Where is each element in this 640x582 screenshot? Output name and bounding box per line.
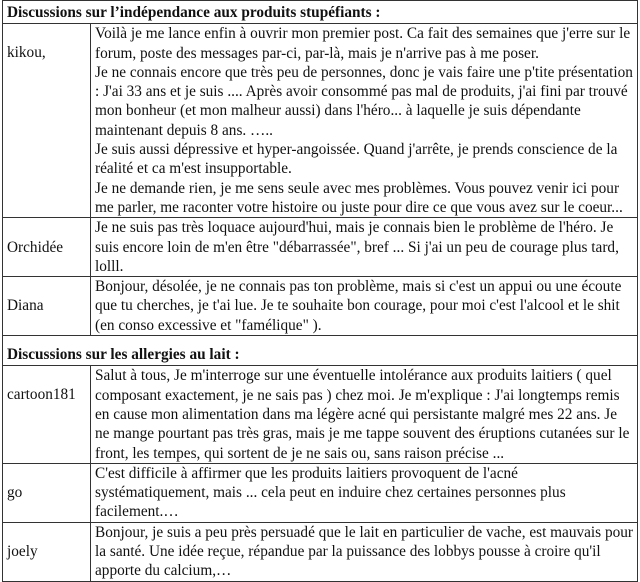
post-row <box>3 463 638 522</box>
message-line: C'est difficile à affirmer que les produits laitiers provoquent de l'acné <box>95 464 518 482</box>
message-line: apporte du calcium,… <box>95 562 232 580</box>
post-message <box>91 366 638 463</box>
post-row <box>3 277 638 336</box>
post-message <box>91 463 638 522</box>
message-line: : J'ai 33 ans et je suis .... Après avoir consommé pas mal de produits, j'ai fini par trouvé <box>95 83 628 101</box>
message-line: ne mange pourtant pas très gras, mais je me tappe souvent des éruptions cutanées sur le <box>95 425 630 443</box>
post-row <box>3 366 638 463</box>
message-line: Voilà je me lance enfin à ouvrir mon premier post. Ca fait des semaines que j'erre sur le <box>95 25 631 43</box>
post-row <box>3 218 638 277</box>
discussion-table <box>2 0 638 582</box>
post-author: Diana <box>3 277 91 336</box>
post-message <box>91 24 638 218</box>
section-title: Discussions sur les allergies au lait : <box>3 336 638 366</box>
post-author: joely <box>3 522 91 581</box>
message-line: me parler, me raconter votre histoire ou juste pour dire ce que vous avez sur le coeur... <box>95 198 623 216</box>
message-line: Je suis aussi dépressive et hyper-angoissée. Quand j'arrête, je prends conscience de la <box>95 141 618 159</box>
message-line: Bonjour, je suis a peu près persuadé que le lait en particulier de vache, est mauvais pour <box>95 523 633 541</box>
post-author: cartoon181 <box>3 366 91 463</box>
message-line: en cause mon alimentation dans ma légère acné qui persistante malgré mes 22 ans. Je <box>95 405 618 423</box>
message-line: Je ne demande rien, je me sens seule avec mes problèmes. Vous pouvez venir ici pour <box>95 179 620 197</box>
message-line: facilement.… <box>95 503 179 521</box>
message-line: suis encore loin de m'en être "débarrassée", bref ... Si j'ai un peu de courage plus tard, <box>95 238 619 256</box>
post-author: kikou, <box>3 24 91 218</box>
post-author: Orchidée <box>3 218 91 277</box>
section-header-row <box>3 336 638 366</box>
message-line: forum, poste des messages par-ci, par-là, mais je n'arrive pas à me poser. <box>95 44 539 62</box>
message-line: maintenant depuis 8 ans. ….. <box>95 121 274 139</box>
post-message <box>91 522 638 581</box>
message-line: Je ne connais encore que très peu de personnes, donc je vais faire une p'tite présentation <box>95 63 633 81</box>
message-line: la santé. Une idée reçue, répandue par la puissance des lobbys pousse à croire qu'il <box>95 543 601 561</box>
message-line: systématiquement, mais ... cela peut en induire chez certaines personnes plus <box>95 484 566 502</box>
message-line: lolll. <box>95 257 124 275</box>
section-title: Discussions sur l’indépendance aux produits stupéfiants : <box>3 1 638 24</box>
message-line: (en conso excessive et "famélique" ). <box>95 316 322 334</box>
message-line: front, les tempes, qui sortent de je ne sais ou, sans raison précise ... <box>95 444 505 462</box>
message-line: Bonjour, désolée, je ne connais pas ton problème, mais si c'est un appui ou une écoute <box>95 278 622 296</box>
section-header-row <box>3 1 638 24</box>
post-row <box>3 522 638 581</box>
message-line: Je ne suis pas très loquace aujourd'hui, mais je connais bien le problème de l'héro. Je <box>95 219 614 237</box>
post-message <box>91 218 638 277</box>
message-line: Salut à tous, Je m'interroge sur une éventuelle intolérance aux produits laitiers ( quel <box>95 367 612 385</box>
post-row <box>3 24 638 218</box>
message-line: mon bonheur (et mon malheur aussi) dans l'héro... à laquelle je suis dépendante <box>95 102 581 120</box>
post-author: go <box>3 463 91 522</box>
message-line: composant exactement, je ne sais pas ) chez moi. Je m'explique : J'ai longtemps remis <box>95 386 620 404</box>
message-line: que tu cherches, je t'ai lue. Je te souhaite bon courage, pour moi c'est l'alcool et le shit <box>95 297 620 315</box>
message-line: réalité et ca m'est insupportable. <box>95 160 292 178</box>
post-message <box>91 277 638 336</box>
